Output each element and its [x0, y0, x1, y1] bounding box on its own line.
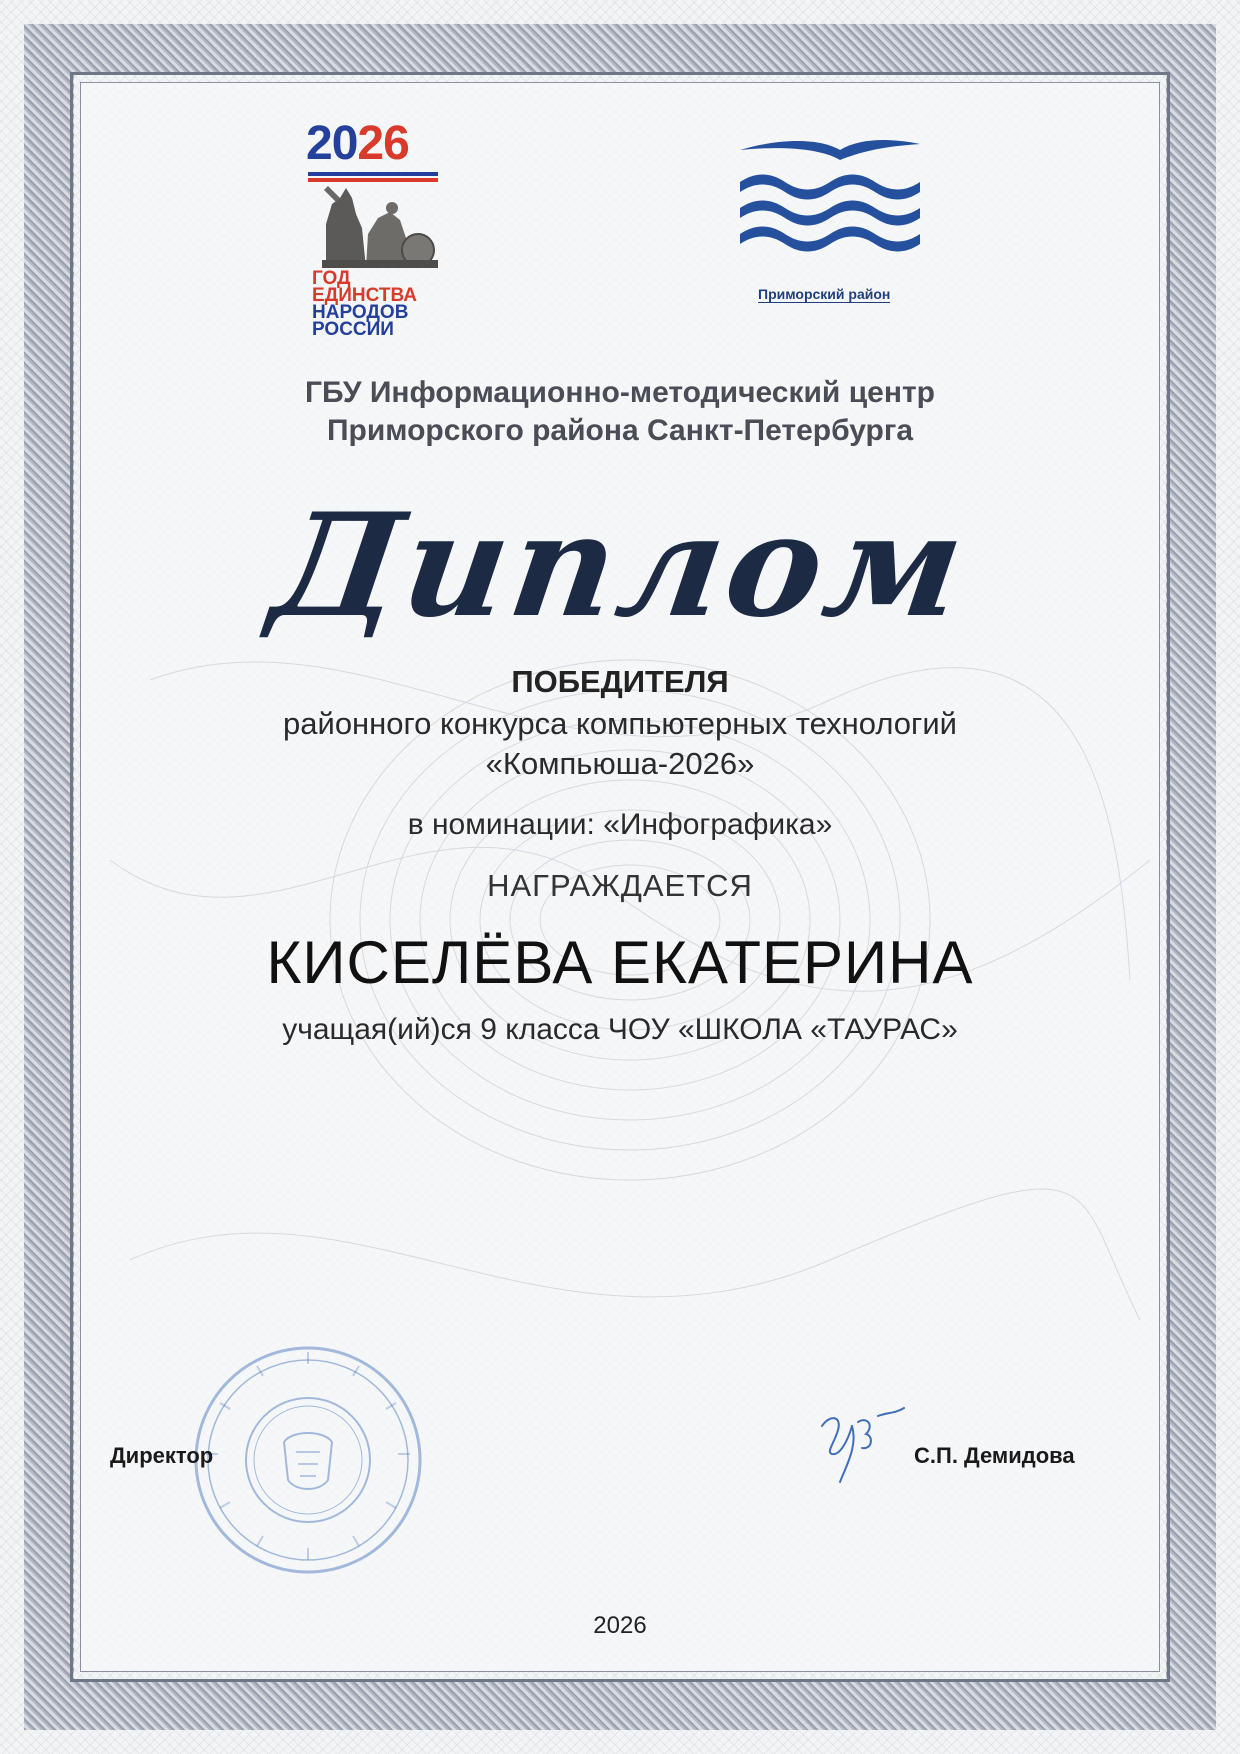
director-name: С.П. Демидова	[914, 1443, 1075, 1468]
logo-stripe-blue	[308, 172, 438, 176]
awarded-label: НАГРАЖДАЕТСЯ	[487, 868, 753, 903]
organization-name	[80, 374, 1160, 450]
round-seal-stamp-icon	[188, 1340, 428, 1580]
contest-description	[80, 704, 1160, 784]
recipient-name: КИСЕЛЁВА ЕКАТЕРИНА	[266, 929, 974, 996]
logo-caption-line: НАРОДОВ	[312, 302, 409, 323]
logo-caption-line: ЕДИНСТВА	[312, 285, 417, 306]
monument-minin-pozharsky-icon	[306, 184, 442, 268]
logo-caption-line: ГОД	[312, 268, 351, 289]
district-logo-label: Приморский район	[758, 286, 891, 302]
winner-label: ПОБЕДИТЕЛЯ	[511, 664, 729, 699]
student-info: учащая(ий)ся 9 класса ЧОУ «ШКОЛА «ТАУРАС»	[282, 1013, 958, 1046]
director-position: Директор	[110, 1443, 214, 1468]
contest-line: районного конкурса компьютерных технологий	[283, 706, 957, 741]
logo-caption	[312, 270, 417, 338]
logo-year	[306, 118, 409, 170]
handwritten-signature-icon	[808, 1396, 918, 1486]
contest-name: «Компьюша-2026»	[485, 746, 755, 781]
year-of-unity-logo	[300, 118, 450, 348]
nomination: в номинации: «Инфографика»	[407, 808, 833, 841]
organization-line: Приморского района Санкт-Петербурга	[326, 414, 914, 447]
diploma-title: Диплом	[263, 483, 977, 649]
logo-year-part-red: 26	[357, 117, 409, 170]
logo-stripe-red	[308, 178, 438, 182]
waves-and-gull-icon	[740, 138, 920, 254]
primorsky-district-logo	[730, 138, 930, 308]
issue-year: 2026	[593, 1612, 647, 1639]
organization-line: ГБУ Информационно-методический центр	[305, 376, 935, 409]
logo-year-part-blue: 20	[306, 117, 358, 170]
logo-caption-line: РОССИИ	[312, 319, 394, 340]
